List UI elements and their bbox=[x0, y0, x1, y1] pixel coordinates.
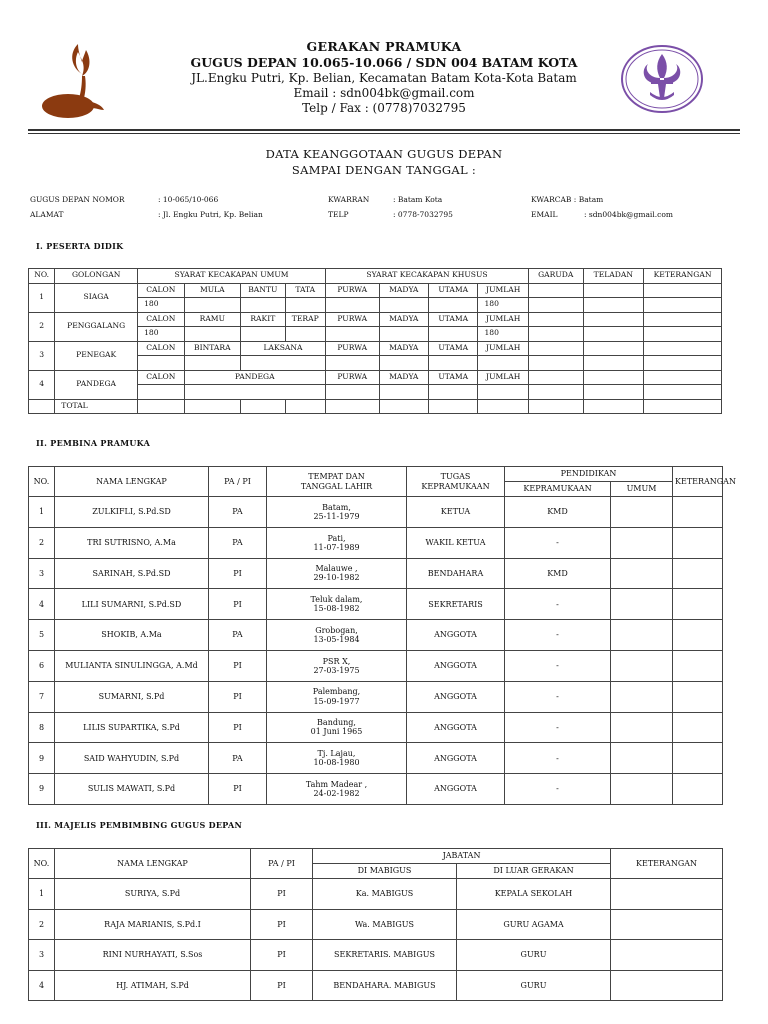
cell-no: 4 bbox=[29, 589, 55, 620]
cell-mabigus: SEKRETARIS. MABIGUS bbox=[313, 940, 457, 971]
header-cell: JABATAN bbox=[313, 849, 611, 864]
cell-kepramukaan: - bbox=[505, 650, 611, 681]
cell-mabigus: BENDAHARA. MABIGUS bbox=[313, 970, 457, 1001]
table-row bbox=[29, 283, 722, 298]
cell-papi: PA bbox=[209, 620, 267, 651]
table-row bbox=[29, 370, 722, 385]
table-row bbox=[29, 527, 723, 558]
header-cell: UMUM bbox=[611, 482, 673, 497]
doc-title: DATA KEANGGOTAAN GUGUS DEPAN bbox=[265, 147, 503, 161]
cell-skk: UTAMA bbox=[428, 312, 477, 327]
cell-skk: MADYA bbox=[379, 312, 428, 327]
cell-golongan: PENEGAK bbox=[55, 341, 138, 370]
cell-umum bbox=[611, 558, 673, 589]
cell-papi: PA bbox=[209, 497, 267, 528]
cell-tanggal: 15-08-1982 bbox=[313, 604, 360, 614]
cell-umum bbox=[611, 589, 673, 620]
cell-no: 4 bbox=[29, 370, 55, 399]
cell-umum bbox=[611, 774, 673, 805]
cell-sku: BINTARA bbox=[184, 341, 241, 356]
cell-ttl bbox=[267, 681, 407, 712]
cell-tanggal: 13-05-1984 bbox=[313, 635, 360, 645]
cell-no: 3 bbox=[29, 341, 55, 370]
cell-keterangan bbox=[611, 909, 723, 940]
cell-skk: MADYA bbox=[379, 341, 428, 356]
cell-tanggal: 11-07-1989 bbox=[313, 542, 360, 552]
cell-skk: PURWA bbox=[325, 283, 379, 298]
gudep-label: GUGUS DEPAN NOMOR bbox=[30, 195, 125, 204]
total-row bbox=[29, 399, 722, 414]
cell-umum bbox=[611, 497, 673, 528]
cell-sku: CALON bbox=[138, 370, 184, 385]
cell-no: 9 bbox=[29, 774, 55, 805]
majelis-table bbox=[28, 848, 723, 1001]
cell-papi: PI bbox=[209, 774, 267, 805]
cell-sku: MULA bbox=[184, 283, 241, 298]
telp-value: : 0778-7032795 bbox=[393, 210, 453, 219]
cell-keterangan bbox=[673, 589, 723, 620]
cell-nama: SURIYA, S.Pd bbox=[55, 879, 251, 910]
cell-ttl bbox=[267, 589, 407, 620]
cell-sku: BANTU bbox=[241, 283, 285, 298]
cell-no: 3 bbox=[29, 558, 55, 589]
unit-name: GUGUS DEPAN 10.065-10.066 / SDN 004 BATAM KOTA bbox=[190, 55, 578, 70]
cell-tugas: ANGGOTA bbox=[407, 712, 505, 743]
kwarran-value: : Batam Kota bbox=[393, 195, 443, 204]
cell-kepramukaan: - bbox=[505, 589, 611, 620]
header-cell: SYARAT KECAKAPAN KHUSUS bbox=[325, 269, 528, 284]
cell-umum bbox=[611, 650, 673, 681]
header-tugas-line1: TUGAS bbox=[440, 472, 471, 482]
cell-tugas: ANGGOTA bbox=[407, 743, 505, 774]
table-row bbox=[29, 743, 723, 774]
email: Email : sdn004bk@gmail.com bbox=[293, 86, 475, 100]
pembina-pramuka-table bbox=[28, 466, 736, 805]
header-cell: NO. bbox=[29, 269, 55, 284]
header-ttl-line1: TEMPAT DAN bbox=[308, 472, 365, 482]
cell-papi: PI bbox=[209, 681, 267, 712]
section-majelis-pembimbing: III. MAJELIS PEMBIMBING GUGUS DEPAN bbox=[36, 820, 243, 830]
cell-sku: TATA bbox=[285, 283, 325, 298]
cell-papi: PA bbox=[209, 527, 267, 558]
email-value: : sdn004bk@gmail.com bbox=[584, 210, 673, 219]
cell-skk: MADYA bbox=[379, 283, 428, 298]
cell-keterangan bbox=[673, 650, 723, 681]
cell-keterangan bbox=[673, 743, 723, 774]
cell-no: 1 bbox=[29, 283, 55, 312]
cell-no: 2 bbox=[29, 909, 55, 940]
cell-keterangan bbox=[673, 620, 723, 651]
cell-tanggal: 15-09-1977 bbox=[313, 696, 360, 706]
cell-luar: KEPALA SEKOLAH bbox=[457, 879, 611, 910]
cell-papi: PI bbox=[209, 558, 267, 589]
cell-sku: LAKSANA bbox=[241, 341, 326, 356]
cell-no: 7 bbox=[29, 681, 55, 712]
cell-skk: UTAMA bbox=[428, 283, 477, 298]
cell-ttl bbox=[267, 497, 407, 528]
cell-papi: PI bbox=[209, 589, 267, 620]
cell-tanggal: 25-11-1979 bbox=[313, 511, 360, 521]
cell-sku: RAKIT bbox=[241, 312, 285, 327]
cell-no: 9 bbox=[29, 743, 55, 774]
cell-tempat: Grobogan, bbox=[315, 625, 358, 635]
header-cell: DI LUAR GERAKAN bbox=[457, 864, 611, 879]
cell-skk: JUMLAH bbox=[478, 341, 529, 356]
cell-tugas: ANGGOTA bbox=[407, 650, 505, 681]
cell-tempat: Malauwe , bbox=[315, 564, 358, 574]
table-header-row bbox=[29, 269, 722, 284]
cell-no: 6 bbox=[29, 650, 55, 681]
doc-subtitle: SAMPAI DENGAN TANGGAL : bbox=[291, 163, 477, 177]
cell-golongan: SIAGA bbox=[55, 283, 138, 312]
header-cell: GOLONGAN bbox=[55, 269, 138, 284]
cell-nama: TRI SUTRISNO, A.Ma bbox=[55, 527, 209, 558]
cell-luar: GURU AGAMA bbox=[457, 909, 611, 940]
cell-sku: CALON bbox=[138, 283, 184, 298]
cell-skk: JUMLAH bbox=[478, 370, 529, 385]
cell-tanggal: 10-08-1980 bbox=[313, 758, 360, 768]
cell-nama: LILI SUMARNI, S.Pd.SD bbox=[55, 589, 209, 620]
cell-tugas: ANGGOTA bbox=[407, 681, 505, 712]
cell-nama: ZULKIFLI, S.Pd.SD bbox=[55, 497, 209, 528]
table-row bbox=[29, 312, 722, 327]
cell-luar: GURU bbox=[457, 970, 611, 1001]
cell-golongan: PANDEGA bbox=[55, 370, 138, 399]
cell-nama: SHOKIB, A.Ma bbox=[55, 620, 209, 651]
cell-tanggal: 27-03-1975 bbox=[313, 665, 360, 675]
cell-skk: JUMLAH bbox=[478, 283, 529, 298]
cell-golongan: PENGGALANG bbox=[55, 312, 138, 341]
cell-no: 4 bbox=[29, 970, 55, 1001]
cell-papi: PA bbox=[209, 743, 267, 774]
section-peserta-didik: I. PESERTA DIDIK bbox=[36, 241, 124, 251]
cell-tugas: SEKRETARIS bbox=[407, 589, 505, 620]
cell-nama: SAID WAHYUDIN, S.Pd bbox=[55, 743, 209, 774]
cell-keterangan bbox=[611, 970, 723, 1001]
cell-nama: LILIS SUPARTIKA, S.Pd bbox=[55, 712, 209, 743]
cell-no: 2 bbox=[29, 312, 55, 341]
header-cell: NAMA LENGKAP bbox=[55, 467, 209, 497]
table-row bbox=[29, 712, 723, 743]
cell-umum bbox=[611, 620, 673, 651]
cell-skk: MADYA bbox=[379, 370, 428, 385]
cell-keterangan bbox=[611, 879, 723, 910]
cell-skk: UTAMA bbox=[428, 341, 477, 356]
cell-mabigus: Wa. MABIGUS bbox=[313, 909, 457, 940]
table-row bbox=[29, 774, 723, 805]
cell-tugas: WAKIL KETUA bbox=[407, 527, 505, 558]
cell-ttl bbox=[267, 743, 407, 774]
header-ttl-line2: TANGGAL LAHIR bbox=[300, 481, 373, 491]
table-header-row bbox=[29, 467, 723, 482]
cell-keterangan bbox=[673, 527, 723, 558]
cell-tempat: Bandung, bbox=[317, 718, 356, 728]
header-rule bbox=[28, 129, 740, 131]
cell-value: 180 bbox=[478, 298, 529, 313]
header-cell: PENDIDIKAN bbox=[505, 467, 673, 482]
section-pembina-pramuka: II. PEMBINA PRAMUKA bbox=[36, 438, 151, 448]
cell-nama: SARINAH, S.Pd.SD bbox=[55, 558, 209, 589]
phone: Telp / Fax : (0778)7032795 bbox=[302, 101, 466, 115]
cell-papi: PI bbox=[251, 879, 313, 910]
table-row bbox=[29, 650, 723, 681]
cell-nama: SULIS MAWATI, S.Pd bbox=[55, 774, 209, 805]
telp-label: TELP bbox=[328, 210, 349, 219]
cell-papi: PI bbox=[251, 940, 313, 971]
cell-no: 5 bbox=[29, 620, 55, 651]
cell-nama: RINI NURHAYATI, S.Sos bbox=[55, 940, 251, 971]
cell-keterangan bbox=[673, 681, 723, 712]
cell-nama: SUMARNI, S.Pd bbox=[55, 681, 209, 712]
org-name: GERAKAN PRAMUKA bbox=[306, 39, 462, 54]
cell-kepramukaan: - bbox=[505, 743, 611, 774]
cell-kepramukaan: KMD bbox=[505, 497, 611, 528]
cell-skk: PURWA bbox=[325, 312, 379, 327]
cell-keterangan bbox=[673, 774, 723, 805]
cell-tanggal: 01 Juni 1965 bbox=[310, 727, 363, 737]
cell-keterangan bbox=[611, 940, 723, 971]
kwarran-label: KWARRAN bbox=[328, 195, 370, 204]
cell-nama: HJ. ATIMAH, S.Pd bbox=[55, 970, 251, 1001]
cell-nama: MULIANTA SINULINGGA, A.Md bbox=[55, 650, 209, 681]
cell-no: 3 bbox=[29, 940, 55, 971]
peserta-didik-table bbox=[28, 268, 722, 414]
header-cell: SYARAT KECAKAPAN UMUM bbox=[138, 269, 326, 284]
alamat-label: ALAMAT bbox=[30, 210, 64, 219]
cell-keterangan bbox=[673, 497, 723, 528]
cell-skk: PURWA bbox=[325, 341, 379, 356]
cell-papi: PI bbox=[251, 909, 313, 940]
cell-ttl bbox=[267, 558, 407, 589]
cell-ttl bbox=[267, 712, 407, 743]
header-cell: PA / PI bbox=[209, 467, 267, 497]
cell-value: 180 bbox=[138, 298, 184, 313]
alamat-value: : Jl. Engku Putri, Kp. Belian bbox=[158, 210, 263, 219]
cell-ttl bbox=[267, 650, 407, 681]
cell-ttl bbox=[267, 620, 407, 651]
table-row bbox=[29, 341, 722, 356]
table-row bbox=[29, 909, 723, 940]
cell-skk: PURWA bbox=[325, 370, 379, 385]
gudep-value: : 10-065/10-066 bbox=[158, 195, 219, 204]
cell-tugas: KETUA bbox=[407, 497, 505, 528]
header-cell: GARUDA bbox=[528, 269, 583, 284]
cell-no: 2 bbox=[29, 527, 55, 558]
email-label: EMAIL bbox=[531, 210, 558, 219]
cell-kepramukaan: - bbox=[505, 681, 611, 712]
cell-tempat: Batam, bbox=[322, 502, 351, 512]
cell-tempat: Palembang, bbox=[312, 687, 361, 697]
total-label: TOTAL bbox=[55, 399, 138, 414]
header-rule-thin bbox=[28, 133, 740, 134]
cell-tempat: Pati, bbox=[327, 533, 346, 543]
cell-value: 180 bbox=[138, 327, 184, 342]
cell-keterangan bbox=[673, 558, 723, 589]
cell-no: 8 bbox=[29, 712, 55, 743]
cell-tanggal: 29-10-1982 bbox=[313, 573, 360, 583]
cell-tugas: ANGGOTA bbox=[407, 620, 505, 651]
cell-tempat: PSR X, bbox=[322, 656, 351, 666]
cell-tugas: ANGGOTA bbox=[407, 774, 505, 805]
header-cell bbox=[267, 467, 407, 497]
cell-kepramukaan: KMD bbox=[505, 558, 611, 589]
table-row bbox=[29, 558, 723, 589]
cell-kepramukaan: - bbox=[505, 712, 611, 743]
kwarcab-label: KWARCAB : Batam bbox=[531, 195, 604, 204]
table-row bbox=[29, 879, 723, 910]
table-row bbox=[29, 620, 723, 651]
cell-skk: UTAMA bbox=[428, 370, 477, 385]
cell-umum bbox=[611, 681, 673, 712]
header-cell: PA / PI bbox=[251, 849, 313, 879]
table-row bbox=[29, 681, 723, 712]
cell-umum bbox=[611, 712, 673, 743]
cell-umum bbox=[611, 743, 673, 774]
cell-mabigus: Ka. MABIGUS bbox=[313, 879, 457, 910]
header-cell bbox=[407, 467, 505, 497]
cell-sku: CALON bbox=[138, 312, 184, 327]
cell-ttl bbox=[267, 774, 407, 805]
cell-umum bbox=[611, 527, 673, 558]
table-row bbox=[29, 970, 723, 1001]
cell-ttl bbox=[267, 527, 407, 558]
cell-nama: RAJA MARIANIS, S.Pd.I bbox=[55, 909, 251, 940]
cell-skk: JUMLAH bbox=[478, 312, 529, 327]
header-tugas-line2: KEPRAMUKAAN bbox=[421, 481, 490, 491]
table-header-row bbox=[29, 849, 723, 864]
cell-sku: CALON bbox=[138, 341, 184, 356]
cell-tempat: Tj. Lajau, bbox=[317, 749, 356, 759]
cell-tempat: Teluk dalam, bbox=[310, 595, 363, 605]
header-cell: NO. bbox=[29, 849, 55, 879]
header-cell: TELADAN bbox=[583, 269, 644, 284]
cell-papi: PI bbox=[251, 970, 313, 1001]
cell-tempat: Tahm Madear , bbox=[305, 779, 368, 789]
cell-no: 1 bbox=[29, 879, 55, 910]
header-cell: KETERANGAN bbox=[611, 849, 723, 879]
table-row bbox=[29, 497, 723, 528]
cell-luar: GURU bbox=[457, 940, 611, 971]
cell-keterangan bbox=[673, 712, 723, 743]
cell-kepramukaan: - bbox=[505, 527, 611, 558]
cell-sku: RAMU bbox=[184, 312, 241, 327]
header-cell: NAMA LENGKAP bbox=[55, 849, 251, 879]
header-cell: DI MABIGUS bbox=[313, 864, 457, 879]
cell-value: 180 bbox=[478, 327, 529, 342]
cell-tugas: BENDAHARA bbox=[407, 558, 505, 589]
header-cell: KETERANGAN bbox=[644, 269, 722, 284]
cell-papi: PI bbox=[209, 650, 267, 681]
cell-papi: PI bbox=[209, 712, 267, 743]
header-cell: NO. bbox=[29, 467, 55, 497]
cell-sku: PANDEGA bbox=[184, 370, 325, 385]
cell-sku: TERAP bbox=[285, 312, 325, 327]
cell-kepramukaan: - bbox=[505, 774, 611, 805]
cell-no: 1 bbox=[29, 497, 55, 528]
cell-kepramukaan: - bbox=[505, 620, 611, 651]
address: JL.Engku Putri, Kp. Belian, Kecamatan Batam Kota-Kota Batam bbox=[191, 71, 577, 85]
table-row bbox=[29, 940, 723, 971]
cell-tanggal: 24-02-1982 bbox=[313, 789, 360, 799]
header-cell: KEPRAMUKAAN bbox=[505, 482, 611, 497]
header-cell: KETERANGAN bbox=[673, 467, 723, 497]
table-row bbox=[29, 589, 723, 620]
